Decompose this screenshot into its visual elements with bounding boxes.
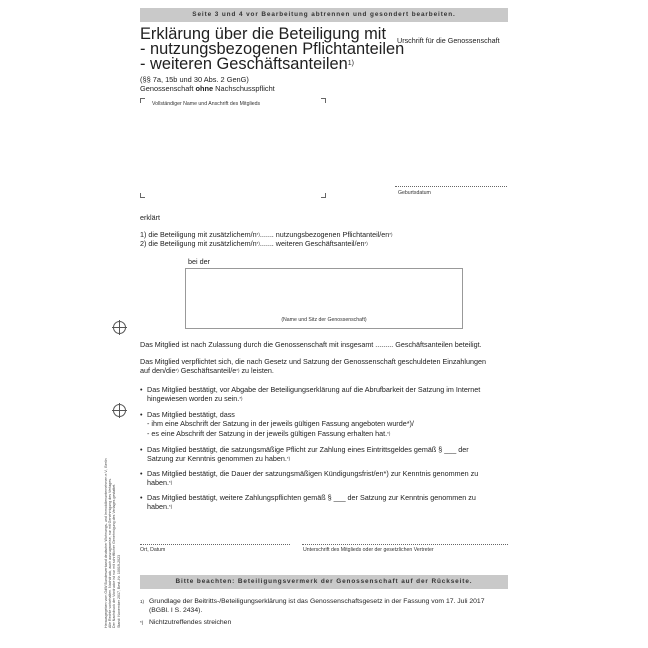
bottom-notice-bar: Bitte beachten: Beteiligungsvermerk der Genossenschaft auf der Rückseite. [140, 575, 508, 589]
member-signature-label: Unterschrift des Mitglieds oder der gesetzlichen Vertreter [303, 547, 434, 553]
member-address-field[interactable] [152, 110, 317, 190]
birth-date-label: Geburtsdatum [398, 190, 431, 196]
cooperative-name-box[interactable] [185, 268, 463, 329]
cooperative-type: Genossenschaft ohne Nachschusspflicht [140, 84, 275, 93]
declares-label: erklärt [140, 213, 160, 222]
bullet-notice-period: • Das Mitglied bestätigt, die Dauer der satzungsmäßigen Kündigungsfrist/en*) zur Kenntnis genommen zu haben.*) [140, 469, 479, 488]
registration-mark-upper [113, 321, 126, 334]
place-date-field[interactable] [140, 544, 290, 545]
member-signature-field[interactable] [302, 544, 508, 545]
footnote-2: *) Nichtzutreffendes streichen [140, 619, 232, 627]
total-shares-paragraph: Das Mitglied ist nach Zulassung durch die Genossenschaft mit insgesamt ......... Geschäftsanteilen beteiligt. [140, 340, 482, 349]
bullet-website-notice: • Das Mitglied bestätigt, vor Abgabe der Beteiligungserklärung auf die Abrufbarkeit der Satzung im Internet hingewiesen worden zu sein.*) [140, 385, 481, 404]
address-corner-bottom-right [321, 193, 326, 198]
publisher-side-text: Herausgegeben vom GdW Bundesverband deutscher Wohnungs- und Immobilienunternehmen e.V., Berlin Alle Rechte vorbehalten. Nachdruck, auch auszugsweise, nur mit Genehmigung des Verlages. Der Nachdruck der Vordrucke ist nur mit schriftlicher Genehmigung des Verlages gestattet. Stand: November 2017, Best.-Nr. 10019-2023 [104, 458, 121, 628]
title-line-3: - weiteren Geschäftsanteilen$^{1)}$ [140, 55, 354, 73]
obligation-paragraph: Das Mitglied verpflichtet sich, die nach Gesetz und Satzung der Genossenschaft geschuldeten Einzahlungen auf den/die*) Geschäftsanteil/e*) zu leisten. [140, 357, 487, 376]
item-2: 2) die Beteiligung mit zusätzlichem/n*)....... weiteren Geschäftsanteil/en*) [140, 239, 368, 248]
address-corner-top-right [321, 98, 326, 103]
legal-reference: (§§ 7a, 15b und 30 Abs. 2 GenG) [140, 75, 249, 84]
original-copy-label: Urschrift für die Genossenschaft [397, 36, 500, 45]
footnotes [140, 598, 510, 628]
bullet-entrance-fee: • Das Mitglied bestätigt, die satzungsmäßige Pflicht zur Zahlung eines Eintrittsgeldes gemäß § ___ der Satzung zur Kenntnis genommen zu haben.*) [140, 445, 469, 464]
bullet-payment-obligations: • Das Mitglied bestätigt, weitere Zahlungspflichten gemäß § ___ der Satzung zur Kenntnis genommen zu haben.*) [140, 493, 476, 512]
form-title [140, 27, 404, 72]
address-corner-bottom-left [140, 193, 145, 198]
bullet-statute-copy: • Das Mitglied bestätigt, dass - ihm eine Abschrift der Satzung in der jeweils gültigen Fassung angeboten wurde*)/ - es eine Abschrift der Satzung in der jeweils gültigen Fassung erhalten hat.*) [140, 410, 414, 438]
birth-date-field[interactable] [395, 186, 507, 187]
cooperative-name-label: (Name und Sitz der Genossenschaft) [281, 317, 367, 323]
at-the-label: bei der [188, 257, 210, 266]
title-line-2: - nutzungsbezogenen Pflichtanteilen [140, 40, 405, 58]
place-date-label: Ort, Datum [140, 547, 166, 553]
registration-mark-lower [113, 404, 126, 417]
item-1: 1) die Beteiligung mit zusätzlichem/n*)....... nutzungsbezogenen Pflichtanteil/en*) [140, 230, 393, 239]
member-name-label: Vollständiger Name und Anschrift des Mitglieds [152, 101, 261, 107]
footnote-1: 1) Grundlage der Beitritts-/Beteiligungserklärung ist das Genossenschaftsgesetz in der Fassung vom 17. Juli 2017 (BGBl. I S. 2434). [140, 598, 485, 614]
footnote-ref: 1) [347, 60, 354, 67]
top-instruction-bar: Seite 3 und 4 vor Bearbeitung abtrennen und gesondert bearbeiten. [140, 8, 508, 22]
address-corner-top-left [140, 98, 145, 103]
title-line-1: Erklärung über die Beteiligung mit [140, 25, 386, 43]
